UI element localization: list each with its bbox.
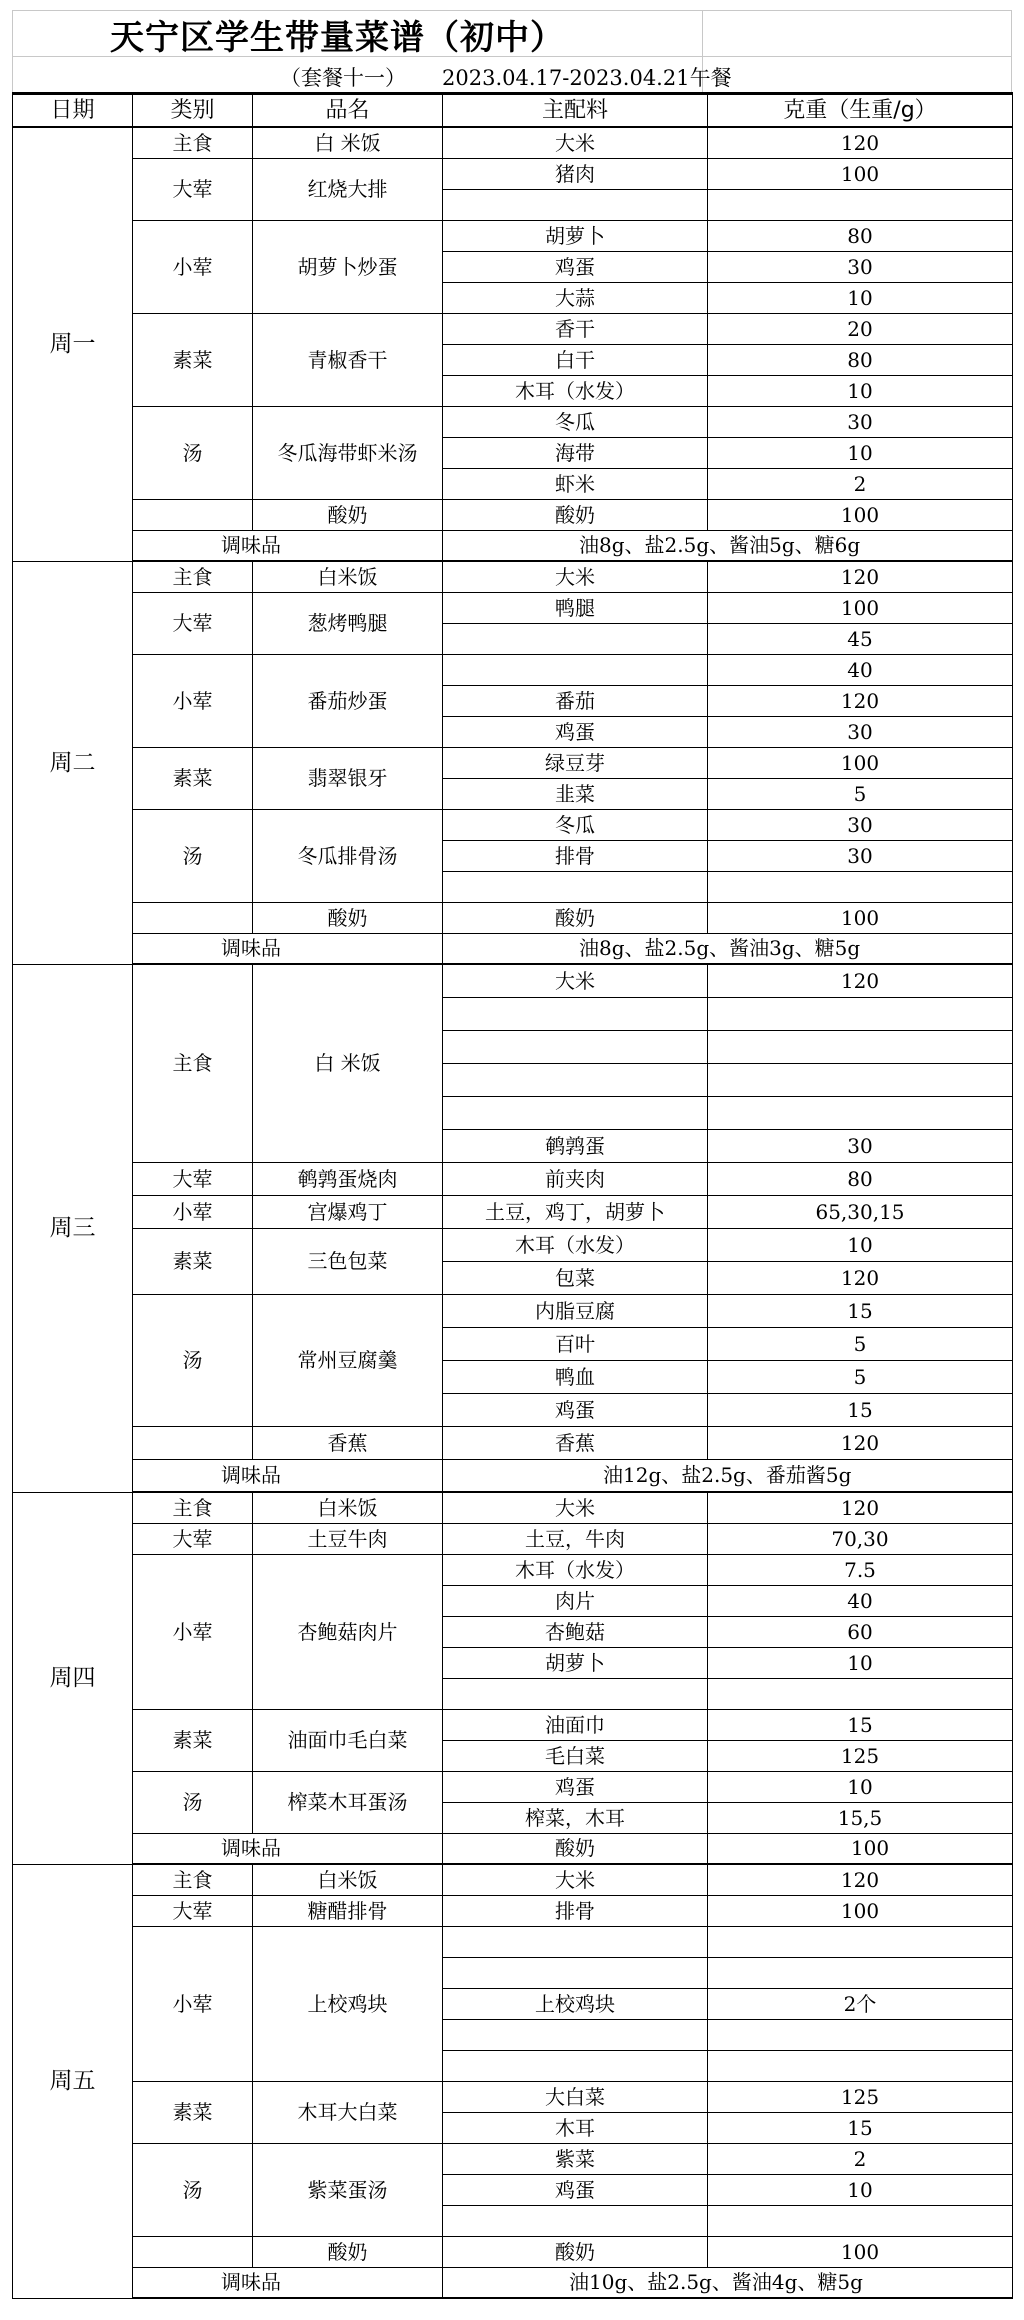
ingredient-cell: 番茄 [443,685,708,716]
category-cell: 汤 [133,1771,253,1833]
table-row [13,809,1013,840]
category-cell: 汤 [133,2143,253,2236]
day-wed: 周三 [13,964,133,1492]
category-cell: 素菜 [133,1228,253,1294]
category-cell: 汤 [133,809,253,902]
weight-cell [708,1063,1013,1096]
page-title: 天宁区学生带量菜谱（初中） [110,18,565,58]
table-row [13,1926,1013,1957]
ingredient-cell [443,2205,708,2236]
category-cell [133,1426,253,1459]
set-label: （套餐十一） [280,66,406,90]
weight-cell: 125 [708,2081,1013,2112]
dish-cell: 红烧大排 [253,158,443,220]
weight-cell: 60 [708,1616,1013,1647]
ingredient-cell: 鸡蛋 [443,1393,708,1426]
ingredient-cell: 绿豆芽 [443,747,708,778]
weight-cell: 5 [708,1327,1013,1360]
ingredient-cell: 包菜 [443,1261,708,1294]
table-row [13,1228,1013,1261]
ingredient-cell: 肉片 [443,1585,708,1616]
category-cell: 主食 [133,127,253,158]
day-tue: 周二 [13,561,133,964]
weight-cell: 15,5 [708,1802,1013,1833]
ingredient-cell: 酸奶 [443,2236,708,2267]
weight-cell: 10 [708,437,1013,468]
col-weight: 克重（生重/g） [708,94,1013,128]
ingredient-cell: 上校鸡块 [443,1988,708,2019]
condiment-value: 油8g、盐2.5g、酱油3g、糖5g [443,933,1013,964]
ingredient-cell: 冬瓜 [443,809,708,840]
table-row [13,592,1013,623]
ingredient-cell: 大米 [443,127,708,158]
table-row [13,2143,1013,2174]
table-row [13,2081,1013,2112]
ingredient-cell: 鸭腿 [443,592,708,623]
dish-cell: 冬瓜排骨汤 [253,809,443,902]
dish-cell: 白 米饭 [253,964,443,1162]
dish-cell: 白米饭 [253,1492,443,1523]
table-row [13,654,1013,685]
ingredient-cell [443,189,708,220]
ingredient-cell: 木耳（水发） [443,1228,708,1261]
ingredient-cell: 大蒜 [443,282,708,313]
ingredient-cell: 榨菜，木耳 [443,1802,708,1833]
table-row [13,933,1013,964]
weight-cell [708,2019,1013,2050]
weight-cell [708,189,1013,220]
category-cell [133,902,253,933]
weight-cell: 2 [708,468,1013,499]
ingredient-cell: 排骨 [443,840,708,871]
weight-cell: 20 [708,313,1013,344]
ingredient-cell: 紫菜 [443,2143,708,2174]
weight-cell [708,871,1013,902]
table-row [13,2236,1013,2267]
ingredient-cell [443,1096,708,1129]
category-cell: 主食 [133,964,253,1162]
table-row [13,1771,1013,1802]
weight-cell [708,1096,1013,1129]
dish-cell: 宫爆鸡丁 [253,1195,443,1228]
weight-cell: 15 [708,1393,1013,1426]
ingredient-cell: 鸡蛋 [443,2174,708,2205]
date-range: 2023.04.17-2023.04.21午餐 [442,66,732,90]
weight-cell [708,997,1013,1030]
table-row [13,2267,1013,2298]
ingredient-cell: 鸡蛋 [443,716,708,747]
menu-table [12,92,1013,2299]
dish-cell: 酸奶 [253,499,443,530]
dish-cell: 青椒香干 [253,313,443,406]
dish-cell: 上校鸡块 [253,1926,443,2081]
category-cell: 小荤 [133,1195,253,1228]
weight-cell: 70,30 [708,1523,1013,1554]
dish-cell: 土豆牛肉 [253,1523,443,1554]
dish-cell: 翡翠银牙 [253,747,443,809]
ingredient-cell: 内脂豆腐 [443,1294,708,1327]
category-cell [133,499,253,530]
weight-cell: 80 [708,1162,1013,1195]
table-row [13,158,1013,189]
table-row [13,1426,1013,1459]
category-cell: 汤 [133,406,253,499]
category-cell: 大荤 [133,1162,253,1195]
table-row [13,499,1013,530]
dish-cell: 鹌鹑蛋烧肉 [253,1162,443,1195]
ingredient-cell: 大米 [443,1492,708,1523]
weight-cell: 100 [708,1895,1013,1926]
weight-cell: 100 [708,747,1013,778]
weight-cell: 125 [708,1740,1013,1771]
weight-cell: 65,30,15 [708,1195,1013,1228]
dish-cell: 胡萝卜炒蛋 [253,220,443,313]
col-date: 日期 [13,94,133,128]
ingredient-cell: 大米 [443,964,708,997]
category-cell: 素菜 [133,2081,253,2143]
weight-cell: 30 [708,406,1013,437]
dish-cell: 冬瓜海带虾米汤 [253,406,443,499]
condiment-value: 油10g、盐2.5g、酱油4g、糖5g [443,2267,1013,2298]
weight-cell: 10 [708,1647,1013,1678]
ingredient-cell: 排骨 [443,1895,708,1926]
weight-cell: 120 [708,1261,1013,1294]
ingredient-cell: 海带 [443,437,708,468]
table-row [13,1864,1013,1895]
table-row [13,1895,1013,1926]
category-cell: 大荤 [133,592,253,654]
category-cell: 素菜 [133,747,253,809]
table-row [13,964,1013,997]
ingredient-cell: 木耳（水发） [443,375,708,406]
weight-cell: 120 [708,685,1013,716]
weight-cell [708,2050,1013,2081]
category-cell: 主食 [133,561,253,592]
ingredient-cell [443,1957,708,1988]
ingredient-cell: 酸奶 [443,902,708,933]
table-row [13,561,1013,592]
weight-cell: 120 [708,127,1013,158]
category-cell: 小荤 [133,654,253,747]
day-fri: 周五 [13,1864,133,2298]
ingredient-cell: 鸡蛋 [443,251,708,282]
condiment-value: 油8g、盐2.5g、酱油5g、糖6g [443,530,1013,561]
weight-cell [708,1030,1013,1063]
category-cell: 大荤 [133,158,253,220]
ingredient-cell: 酸奶 [443,1833,708,1864]
table-row [13,1833,1013,1864]
ingredient-cell: 鹌鹑蛋 [443,1129,708,1162]
weight-cell [708,2205,1013,2236]
weight-cell: 100 [708,902,1013,933]
ingredient-cell: 百叶 [443,1327,708,1360]
ingredient-cell: 酸奶 [443,499,708,530]
condiment-label: 调味品 [133,933,443,964]
table-row [13,127,1013,158]
category-cell: 大荤 [133,1523,253,1554]
ingredient-cell: 毛白菜 [443,1740,708,1771]
weight-cell: 10 [708,1771,1013,1802]
ingredient-cell: 土豆，鸡丁，胡萝卜 [443,1195,708,1228]
dish-cell: 酸奶 [253,902,443,933]
dish-cell: 番茄炒蛋 [253,654,443,747]
dish-cell: 紫菜蛋汤 [253,2143,443,2236]
condiment-value: 油12g、盐2.5g、番茄酱5g [443,1459,1013,1492]
ingredient-cell [443,654,708,685]
weight-cell: 5 [708,1360,1013,1393]
table-row [13,902,1013,933]
ingredient-cell [443,1678,708,1709]
ingredient-cell: 土豆，牛肉 [443,1523,708,1554]
table-row [13,1294,1013,1327]
ingredient-cell: 冬瓜 [443,406,708,437]
dish-cell: 白米饭 [253,1864,443,1895]
condiment-label: 调味品 [133,1833,443,1864]
table-row [13,747,1013,778]
weight-cell: 2个 [708,1988,1013,2019]
weight-cell: 15 [708,2112,1013,2143]
category-cell: 汤 [133,1294,253,1426]
weight-cell: 120 [708,1492,1013,1523]
ingredient-cell [443,2019,708,2050]
ingredient-cell [443,623,708,654]
weight-cell: 45 [708,623,1013,654]
day-mon: 周一 [13,127,133,561]
dish-cell: 香蕉 [253,1426,443,1459]
category-cell: 素菜 [133,313,253,406]
table-row [13,1709,1013,1740]
ingredient-cell: 木耳（水发） [443,1554,708,1585]
col-dish: 品名 [253,94,443,128]
weight-cell: 100 [708,592,1013,623]
weight-cell [708,1678,1013,1709]
ingredient-cell [443,1926,708,1957]
ingredient-cell [443,871,708,902]
ingredient-cell: 猪肉 [443,158,708,189]
table-row [13,1162,1013,1195]
ingredient-cell: 胡萝卜 [443,1647,708,1678]
table-row [13,1554,1013,1585]
dish-cell: 榨菜木耳蛋汤 [253,1771,443,1833]
weight-cell: 80 [708,344,1013,375]
ingredient-cell: 香蕉 [443,1426,708,1459]
weight-cell: 80 [708,220,1013,251]
ingredient-cell: 韭菜 [443,778,708,809]
weight-cell: 30 [708,716,1013,747]
dish-cell: 油面巾毛白菜 [253,1709,443,1771]
weight-cell: 40 [708,1585,1013,1616]
table-row [13,1492,1013,1523]
ingredient-cell: 香干 [443,313,708,344]
table-row [13,1459,1013,1492]
condiment-label: 调味品 [133,530,443,561]
ingredient-cell: 胡萝卜 [443,220,708,251]
table-row [13,220,1013,251]
ingredient-cell: 杏鲍菇 [443,1616,708,1647]
table-row [13,1195,1013,1228]
col-ingredient: 主配料 [443,94,708,128]
weight-cell: 7.5 [708,1554,1013,1585]
category-cell: 小荤 [133,220,253,313]
weight-cell: 10 [708,2174,1013,2205]
category-cell: 素菜 [133,1709,253,1771]
weight-cell: 30 [708,840,1013,871]
weight-cell: 10 [708,375,1013,406]
category-cell [133,2236,253,2267]
category-cell: 小荤 [133,1926,253,2081]
ingredient-cell: 虾米 [443,468,708,499]
header-row [13,94,1013,128]
category-cell: 小荤 [133,1554,253,1709]
condiment-label: 调味品 [133,2267,443,2298]
category-cell: 主食 [133,1864,253,1895]
weight-cell: 30 [708,809,1013,840]
ingredient-cell: 前夹肉 [443,1162,708,1195]
table-row [13,530,1013,561]
dish-cell: 葱烤鸭腿 [253,592,443,654]
table-row [13,313,1013,344]
day-thu: 周四 [13,1492,133,1864]
ingredient-cell [443,997,708,1030]
ingredient-cell: 木耳 [443,2112,708,2143]
weight-cell: 100 [708,1833,1013,1864]
weight-cell: 120 [708,1426,1013,1459]
weight-cell: 30 [708,1129,1013,1162]
weight-cell [708,1926,1013,1957]
weight-cell: 120 [708,1864,1013,1895]
condiment-label: 调味品 [133,1459,443,1492]
ingredient-cell: 鸭血 [443,1360,708,1393]
ingredient-cell: 大白菜 [443,2081,708,2112]
dish-cell: 杏鲍菇肉片 [253,1554,443,1709]
weight-cell: 10 [708,282,1013,313]
dish-cell: 白米饭 [253,561,443,592]
ingredient-cell: 大米 [443,1864,708,1895]
weight-cell [708,1957,1013,1988]
weight-cell: 40 [708,654,1013,685]
weight-cell: 2 [708,2143,1013,2174]
weight-cell: 100 [708,2236,1013,2267]
weight-cell: 15 [708,1709,1013,1740]
category-cell: 大荤 [133,1895,253,1926]
weight-cell: 30 [708,251,1013,282]
ingredient-cell: 大米 [443,561,708,592]
dish-cell: 糖醋排骨 [253,1895,443,1926]
weight-cell: 120 [708,964,1013,997]
table-row [13,406,1013,437]
ingredient-cell: 白干 [443,344,708,375]
ingredient-cell [443,1030,708,1063]
category-cell: 主食 [133,1492,253,1523]
dish-cell: 常州豆腐羹 [253,1294,443,1426]
dish-cell: 白 米饭 [253,127,443,158]
weight-cell: 15 [708,1294,1013,1327]
ingredient-cell [443,2050,708,2081]
col-category: 类别 [133,94,253,128]
weight-cell: 120 [708,561,1013,592]
weight-cell: 5 [708,778,1013,809]
ingredient-cell: 油面巾 [443,1709,708,1740]
weight-cell: 100 [708,158,1013,189]
weight-cell: 100 [708,499,1013,530]
ingredient-cell: 鸡蛋 [443,1771,708,1802]
weight-cell: 10 [708,1228,1013,1261]
dish-cell: 酸奶 [253,2236,443,2267]
dish-cell: 木耳大白菜 [253,2081,443,2143]
ingredient-cell [443,1063,708,1096]
dish-cell: 三色包菜 [253,1228,443,1294]
table-row [13,1523,1013,1554]
